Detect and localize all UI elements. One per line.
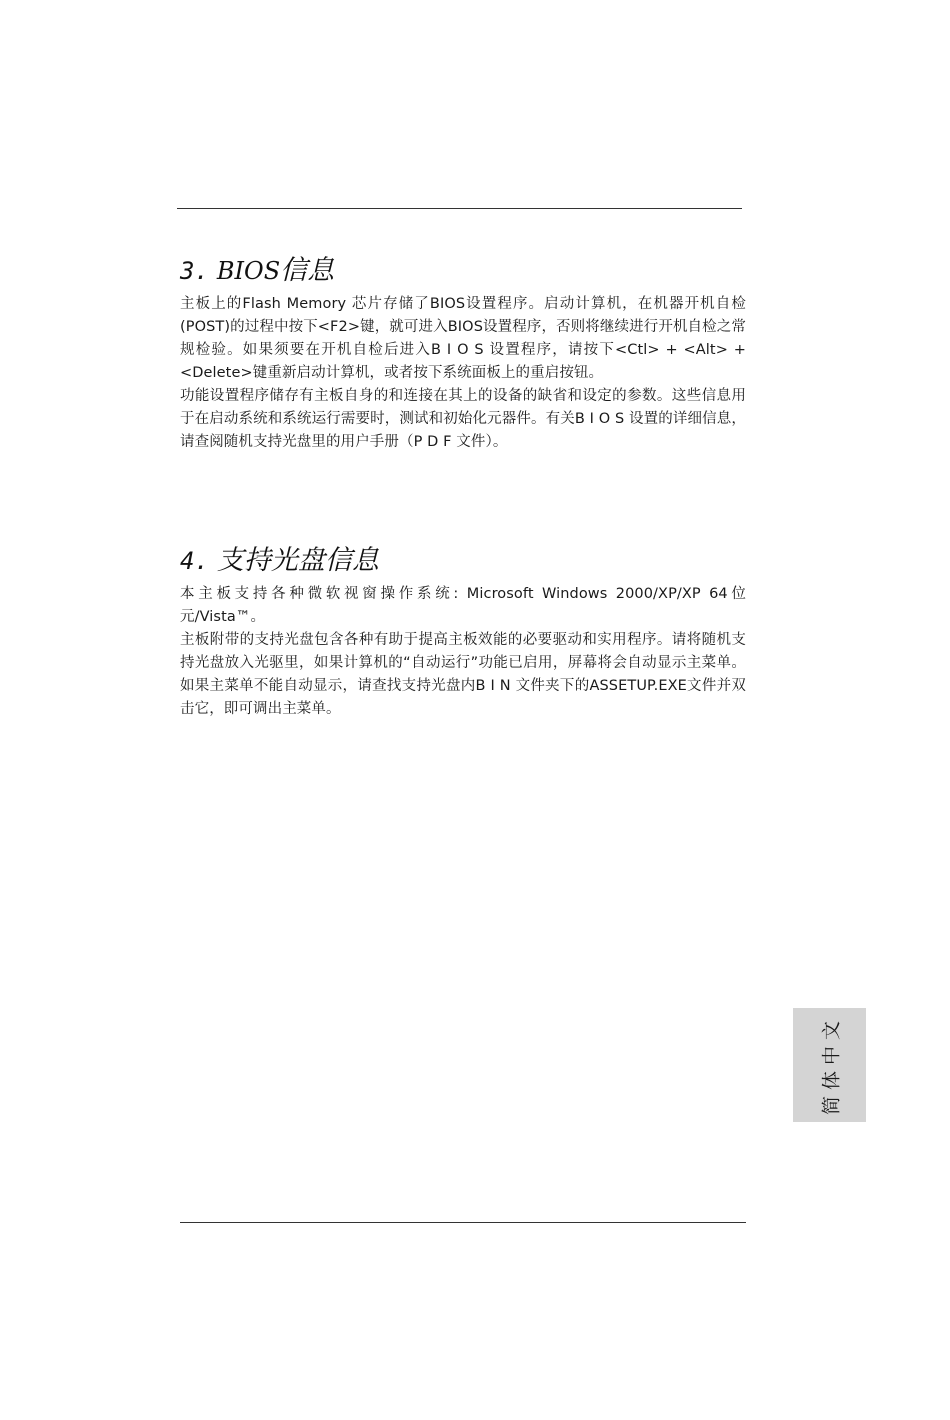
section-4-title: 支持光盘信息 — [216, 545, 379, 576]
section-3-number: 3. — [180, 257, 209, 285]
section-4-number: 4. — [180, 547, 209, 575]
language-side-tab — [793, 1008, 866, 1122]
section-3-paragraph-1: 主板上的Flash Memory 芯片存储了BIOS设置程序。启动计算机，在机器开机自检(POST)的过程中按下<F2>键，就可进入BIOS设置程序，否则将继续进行开机自检之常规检验。如果须要在开机自检后进入B I O S 设置程序，请按下<Ctl> + <Alt> + <Delete>键重新启动计算机，或者按下系统面板上的重启按钮。 — [180, 296, 746, 381]
header-rule — [177, 208, 742, 209]
footer-rule — [180, 1222, 746, 1223]
section-4-heading — [180, 543, 746, 579]
section-3-heading — [180, 253, 746, 289]
section-4-paragraph-1: 本主板支持各种微软视窗操作系统: Microsoft Windows 2000/XP/XP 64位元/Vista™。 — [180, 586, 746, 625]
section-3-title-latin: BIOS — [216, 257, 281, 285]
section-3-paragraph-2: 功能设置程序储存有主板自身的和连接在其上的设备的缺省和设定的参数。这些信息用于在启动系统和系统运行需要时，测试和初始化元器件。有关B I O S 设置的详细信息，请查阅随机支持光盘里的用户手册（P D F 文件）。 — [180, 388, 746, 450]
section-support-cd-info — [180, 543, 746, 721]
section-4-paragraph-2: 主板附带的支持光盘包含各种有助于提高主板效能的必要驱动和实用程序。请将随机支持光盘放入光驱里，如果计算机的“自动运行”功能已启用，屏幕将会自动显示主菜单。如果主菜单不能自动显示，请查找支持光盘内B I N 文件夹下的ASSETUP.EXE文件并双击它，即可调出主菜单。 — [180, 632, 746, 717]
section-bios-info — [180, 253, 746, 454]
section-3-title-cjk: 信息 — [280, 255, 335, 286]
language-side-tab-label: 简体中文 — [820, 1014, 842, 1116]
